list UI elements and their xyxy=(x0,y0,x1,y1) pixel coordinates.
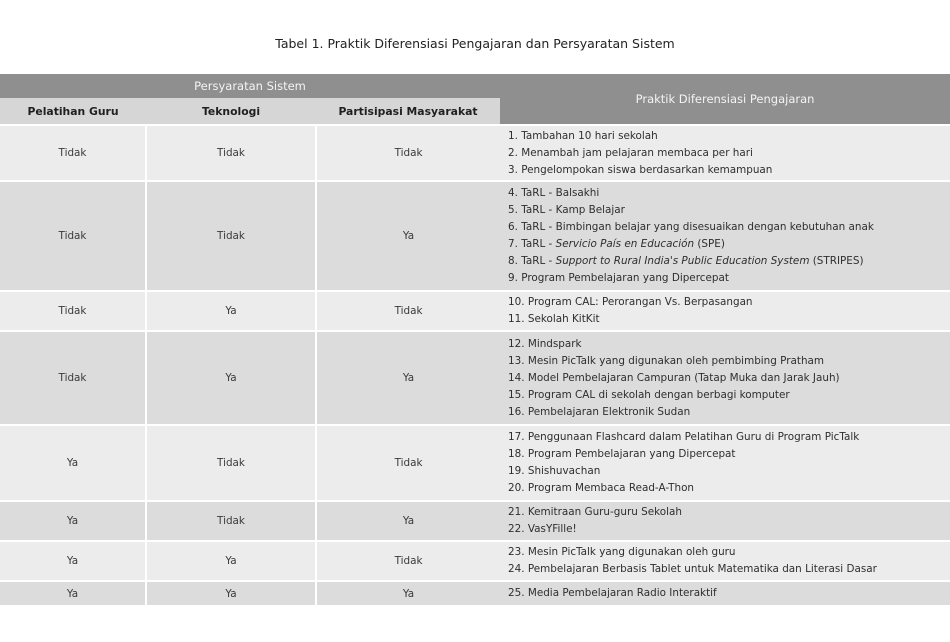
table-row xyxy=(0,581,950,605)
list-item xyxy=(508,253,950,270)
cell-teacher-training: Ya xyxy=(0,425,146,501)
list-item: 4. TaRL - Balsakhi xyxy=(508,187,600,199)
cell-teacher-training: Ya xyxy=(0,541,146,581)
cell-teacher-training: Tidak xyxy=(0,125,146,181)
item-prefix: 8. TaRL - xyxy=(508,255,556,267)
cell-community: Ya xyxy=(316,331,500,425)
practice-list xyxy=(500,541,950,581)
cell-technology: Tidak xyxy=(146,125,316,181)
list-item: 15. Program CAL di sekolah dengan berbagi komputer xyxy=(508,388,790,401)
cell-teacher-training: Ya xyxy=(0,581,146,605)
list-item: 10. Program CAL: Perorangan Vs. Berpasangan xyxy=(508,296,753,308)
cell-technology: Ya xyxy=(146,581,316,605)
practice-list xyxy=(500,291,950,331)
table-row xyxy=(0,501,950,541)
cell-community: Ya xyxy=(316,501,500,541)
cell-teacher-training: Tidak xyxy=(0,291,146,331)
table-row xyxy=(0,425,950,501)
list-item: 19. Shishuvachan xyxy=(508,465,601,477)
practice-list xyxy=(500,331,950,425)
header-technology: Teknologi xyxy=(146,98,316,125)
cell-technology: Ya xyxy=(146,541,316,581)
header-teacher-training: Pelatihan Guru xyxy=(0,98,146,125)
list-item: 18. Program Pembelajaran yang Dipercepat xyxy=(508,448,736,460)
list-item: 23. Mesin PicTalk yang digunakan oleh guru xyxy=(508,546,736,558)
practice-list xyxy=(500,501,950,541)
list-item: 21. Kemitraan Guru-guru Sekolah xyxy=(508,506,682,518)
cell-technology: Tidak xyxy=(146,501,316,541)
cell-community: Ya xyxy=(316,581,500,605)
header-practices: Praktik Diferensiasi Pengajaran xyxy=(500,74,950,125)
cell-community: Tidak xyxy=(316,291,500,331)
list-item: 20. Program Membaca Read-A-Thon xyxy=(508,482,695,494)
cell-technology: Tidak xyxy=(146,425,316,501)
item-italic-name: Servicio País en Educación xyxy=(555,238,695,250)
header-community-participation: Partisipasi Masyarakat xyxy=(316,98,500,125)
cell-community: Tidak xyxy=(316,125,500,181)
practice-list xyxy=(500,425,950,501)
item-suffix: (SPE) xyxy=(694,238,725,250)
table-row xyxy=(0,181,950,291)
cell-technology: Tidak xyxy=(146,181,316,291)
header-system-requirements: Persyaratan Sistem xyxy=(0,74,500,98)
list-item: 13. Mesin PicTalk yang digunakan oleh pembimbing Pratham xyxy=(508,354,825,367)
requirements-table xyxy=(0,74,950,605)
table-row xyxy=(0,541,950,581)
list-item: 11. Sekolah KitKit xyxy=(508,313,600,325)
cell-teacher-training: Tidak xyxy=(0,181,146,291)
item-suffix: (STRIPES) xyxy=(809,255,864,267)
practice-list xyxy=(500,581,950,605)
list-item: 16. Pembelajaran Elektronik Sudan xyxy=(508,405,691,418)
list-item: 12. Mindspark xyxy=(508,337,582,350)
table-row xyxy=(0,291,950,331)
list-item: 3. Pengelompokan siswa berdasarkan kemampuan xyxy=(508,163,773,176)
practice-list xyxy=(500,125,950,181)
table-title: Tabel 1. Praktik Diferensiasi Pengajaran dan Persyaratan Sistem xyxy=(275,36,675,51)
list-item xyxy=(508,236,950,253)
cell-community: Tidak xyxy=(316,541,500,581)
list-item: 1. Tambahan 10 hari sekolah xyxy=(508,129,658,142)
list-item: 14. Model Pembelajaran Campuran (Tatap Muka dan Jarak Jauh) xyxy=(508,371,840,384)
list-item: 5. TaRL - Kamp Belajar xyxy=(508,204,625,216)
cell-technology: Ya xyxy=(146,331,316,425)
cell-teacher-training: Ya xyxy=(0,501,146,541)
list-item: 22. VasYFille! xyxy=(508,523,577,535)
item-prefix: 7. TaRL - xyxy=(508,238,556,250)
list-item: 25. Media Pembelajaran Radio Interaktif xyxy=(508,587,717,599)
cell-technology: Ya xyxy=(146,291,316,331)
table-row xyxy=(0,331,950,425)
cell-community: Tidak xyxy=(316,425,500,501)
list-item: 17. Penggunaan Flashcard dalam Pelatihan Guru di Program PicTalk xyxy=(508,431,860,443)
list-item: 24. Pembelajaran Berbasis Tablet untuk Matematika dan Literasi Dasar xyxy=(508,563,877,575)
item-italic-name: Support to Rural India's Public Education System xyxy=(555,255,810,267)
list-item: 2. Menambah jam pelajaran membaca per hari xyxy=(508,146,753,159)
cell-teacher-training: Tidak xyxy=(0,331,146,425)
cell-community: Ya xyxy=(316,181,500,291)
practice-list xyxy=(500,181,950,291)
list-item: 9. Program Pembelajaran yang Dipercepat xyxy=(508,272,729,284)
list-item: 6. TaRL - Bimbingan belajar yang disesuaikan dengan kebutuhan anak xyxy=(508,221,874,233)
table-row xyxy=(0,125,950,181)
